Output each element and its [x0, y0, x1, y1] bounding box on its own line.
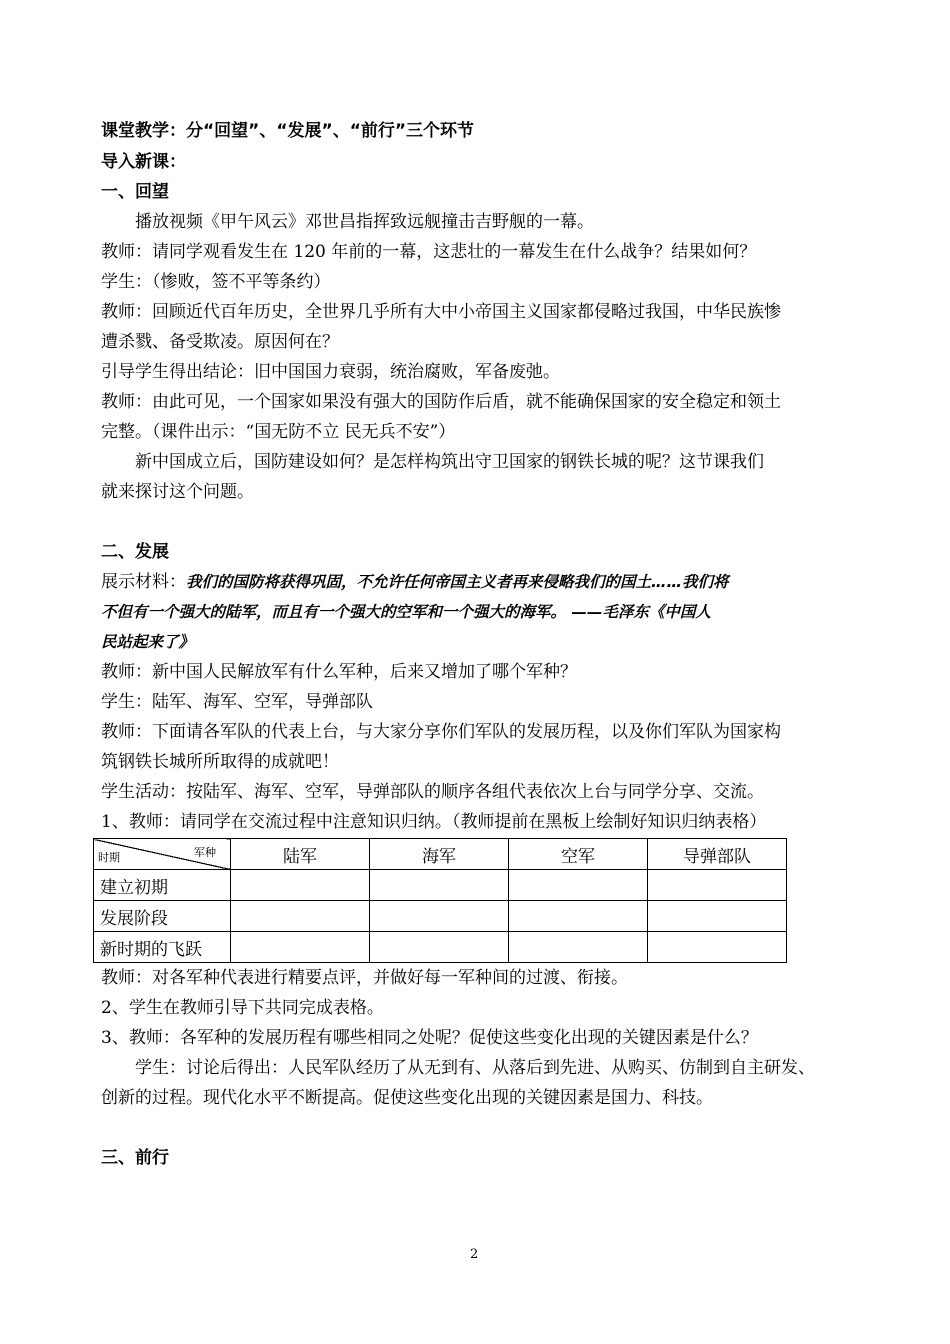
quote-text: 民站起来了》: [101, 633, 195, 651]
row-header: 新时期的飞跃: [94, 932, 231, 963]
section-heading-forward: 三、前行: [101, 1148, 169, 1168]
table-cell: [509, 870, 648, 901]
knowledge-table: [93, 838, 787, 963]
table-cell: [370, 932, 509, 963]
corner-label-period: 时期: [98, 851, 120, 864]
paragraph: 学生：陆军、海军、空军，导弹部队: [101, 692, 373, 712]
quote-label: 展示材料：: [101, 572, 186, 592]
column-header: 海军: [370, 839, 509, 870]
paragraph: 教师：对各军种代表进行精要点评，并做好每一军种间的过渡、衔接。: [101, 968, 628, 988]
lesson-structure-heading: 课堂教学：分“回望”、“发展”、“前行”三个环节: [101, 121, 475, 141]
paragraph: 学生活动：按陆军、海军、空军，导弹部队的顺序各组代表依次上台与同学分享、交流。: [101, 782, 764, 802]
paragraph: 2、学生在教师引导下共同完成表格。: [101, 998, 384, 1018]
column-header: 导弹部队: [648, 839, 787, 870]
row-header: 发展阶段: [94, 901, 231, 932]
paragraph: 教师：下面请各军队的代表上台，与大家分享你们军队的发展历程，以及你们军队为国家构: [101, 722, 781, 742]
paragraph: 教师：新中国人民解放军有什么军种，后来又增加了哪个军种？: [101, 662, 577, 682]
table-header-row: [94, 839, 787, 870]
table-row: [94, 932, 787, 963]
paragraph: 播放视频《甲午风云》邓世昌指挥致远舰撞击吉野舰的一幕。: [135, 212, 594, 232]
table-row: [94, 870, 787, 901]
paragraph: 创新的过程。现代化水平不断提高。促使这些变化出现的关键因素是国力、科技。: [101, 1088, 713, 1108]
paragraph: 筑钢铁长城所所取得的成就吧！: [101, 752, 339, 772]
table-cell: [509, 932, 648, 963]
paragraph: 就来探讨这个问题。: [101, 482, 254, 502]
quote-line: [101, 572, 729, 592]
intro-heading: 导入新课：: [101, 152, 186, 172]
paragraph: 新中国成立后，国防建设如何？是怎样构筑出守卫国家的钢铁长城的呢？这节课我们: [135, 452, 764, 472]
paragraph: 教师：请同学观看发生在 120 年前的一幕，这悲壮的一幕发生在什么战争？结果如何？: [101, 242, 757, 262]
table-cell: [231, 932, 370, 963]
paragraph: 教师：由此可见，一个国家如果没有强大的国防作后盾，就不能确保国家的安全稳定和领土: [101, 392, 781, 412]
column-header: 空军: [509, 839, 648, 870]
column-header: 陆军: [231, 839, 370, 870]
paragraph: 引导学生得出结论：旧中国国力衰弱，统治腐败，军备废弛。: [101, 362, 560, 382]
table-cell: [648, 932, 787, 963]
quote-text: 我们的国防将获得巩固，不允许任何帝国主义者再来侵略我们的国土……我们将: [186, 573, 729, 591]
paragraph: 学生：讨论后得出：人民军队经历了从无到有、从落后到先进、从购买、仿制到自主研发、: [135, 1058, 815, 1078]
table-cell: [648, 870, 787, 901]
paragraph: 学生：（惨败，签不平等条约）: [101, 272, 331, 292]
paragraph: 1、教师：请同学在交流过程中注意知识归纳。（教师提前在黑板上绘制好知识归纳表格）: [101, 812, 767, 832]
row-header: 建立初期: [94, 870, 231, 901]
paragraph: 教师：回顾近代百年历史，全世界几乎所有大中小帝国主义国家都侵略过我国，中华民族惨: [101, 302, 781, 322]
table-cell: [231, 870, 370, 901]
table-cell: [370, 901, 509, 932]
table-cell: [648, 901, 787, 932]
section-heading-review: 一、回望: [101, 182, 169, 202]
section-heading-development: 二、发展: [101, 542, 169, 562]
paragraph: 完整。（课件出示：“国无防不立 民无兵不安”）: [101, 422, 456, 442]
page-number: 2: [470, 1247, 479, 1262]
table-cell: [231, 901, 370, 932]
table-cell: [509, 901, 648, 932]
table-cell: [370, 870, 509, 901]
table-corner-cell: [94, 839, 231, 870]
paragraph: 遭杀戮、备受欺凌。原因何在？: [101, 332, 339, 352]
paragraph: 3、教师：各军种的发展历程有哪些相同之处呢？促使这些变化出现的关键因素是什么？: [101, 1028, 758, 1048]
table-row: [94, 901, 787, 932]
corner-label-branch: 军种: [194, 846, 216, 859]
quote-text: 不但有一个强大的陆军，而且有一个强大的空军和一个强大的海军。 ——毛泽东《中国人: [101, 603, 711, 621]
